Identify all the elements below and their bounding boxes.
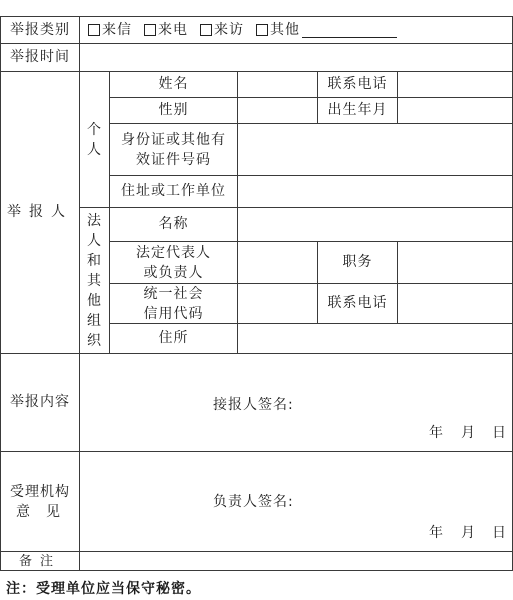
org-position-label: 职务 bbox=[318, 242, 398, 284]
confidentiality-note: 注：受理单位应当保守秘密。 bbox=[6, 581, 201, 597]
report-type-options bbox=[80, 16, 513, 44]
org-phone-label: 联系电话 bbox=[318, 284, 398, 324]
org-phone-field[interactable] bbox=[398, 284, 513, 324]
org-domicile-field[interactable] bbox=[238, 324, 513, 354]
remarks-label: 备注 bbox=[0, 552, 80, 571]
individual-label: 个人 bbox=[80, 72, 110, 208]
opinion-date-year: 年 bbox=[429, 525, 444, 541]
content-date-year: 年 bbox=[429, 425, 444, 441]
content-signature-label: 接报人签名: bbox=[213, 397, 294, 413]
individual-address-field[interactable] bbox=[238, 176, 513, 208]
org-rep-field[interactable] bbox=[238, 242, 318, 284]
report-type-label: 举报类别 bbox=[0, 16, 80, 44]
checkbox-icon[interactable] bbox=[144, 24, 156, 36]
individual-name-field[interactable] bbox=[238, 72, 318, 98]
org-credit-field[interactable] bbox=[238, 284, 318, 324]
report-time-field[interactable] bbox=[80, 44, 513, 72]
org-name-label: 名称 bbox=[110, 208, 238, 242]
opinion-signature-label: 负责人签名: bbox=[213, 494, 294, 510]
org-name-field[interactable] bbox=[238, 208, 513, 242]
checkbox-icon[interactable] bbox=[200, 24, 212, 36]
individual-name-label: 姓名 bbox=[110, 72, 238, 98]
report-form bbox=[0, 16, 513, 571]
checkbox-icon[interactable] bbox=[88, 24, 100, 36]
individual-birth-field[interactable] bbox=[398, 98, 513, 124]
remarks-field[interactable] bbox=[80, 552, 513, 571]
org-label: 法人和其他组织 bbox=[80, 208, 110, 354]
opinion-label: 受理机构 意见 bbox=[0, 452, 80, 552]
report-time-label: 举报时间 bbox=[0, 44, 80, 72]
individual-id-label: 身份证或其他有 效证件号码 bbox=[110, 124, 238, 176]
option-letter[interactable]: 来信 bbox=[88, 20, 132, 41]
content-date-day: 日 bbox=[492, 425, 507, 441]
reporter-label: 举报人 bbox=[0, 72, 80, 354]
individual-gender-label: 性别 bbox=[110, 98, 238, 124]
other-blank-line[interactable] bbox=[302, 23, 397, 38]
org-position-field[interactable] bbox=[398, 242, 513, 284]
org-credit-label: 统一社会 信用代码 bbox=[110, 284, 238, 324]
individual-id-field[interactable] bbox=[238, 124, 513, 176]
content-field[interactable] bbox=[80, 354, 513, 452]
opinion-date-day: 日 bbox=[492, 525, 507, 541]
option-call[interactable]: 来电 bbox=[144, 20, 188, 41]
individual-phone-label: 联系电话 bbox=[318, 72, 398, 98]
option-other[interactable]: 其他 bbox=[256, 20, 397, 41]
content-date-month: 月 bbox=[461, 425, 476, 441]
individual-phone-field[interactable] bbox=[398, 72, 513, 98]
content-label: 举报内容 bbox=[0, 354, 80, 452]
individual-address-label: 住址或工作单位 bbox=[110, 176, 238, 208]
option-visit[interactable]: 来访 bbox=[200, 20, 244, 41]
org-rep-label: 法定代表人 或负责人 bbox=[110, 242, 238, 284]
opinion-field[interactable] bbox=[80, 452, 513, 552]
individual-gender-field[interactable] bbox=[238, 98, 318, 124]
org-domicile-label: 住所 bbox=[110, 324, 238, 354]
opinion-date-month: 月 bbox=[461, 525, 476, 541]
individual-birth-label: 出生年月 bbox=[318, 98, 398, 124]
checkbox-icon[interactable] bbox=[256, 24, 268, 36]
